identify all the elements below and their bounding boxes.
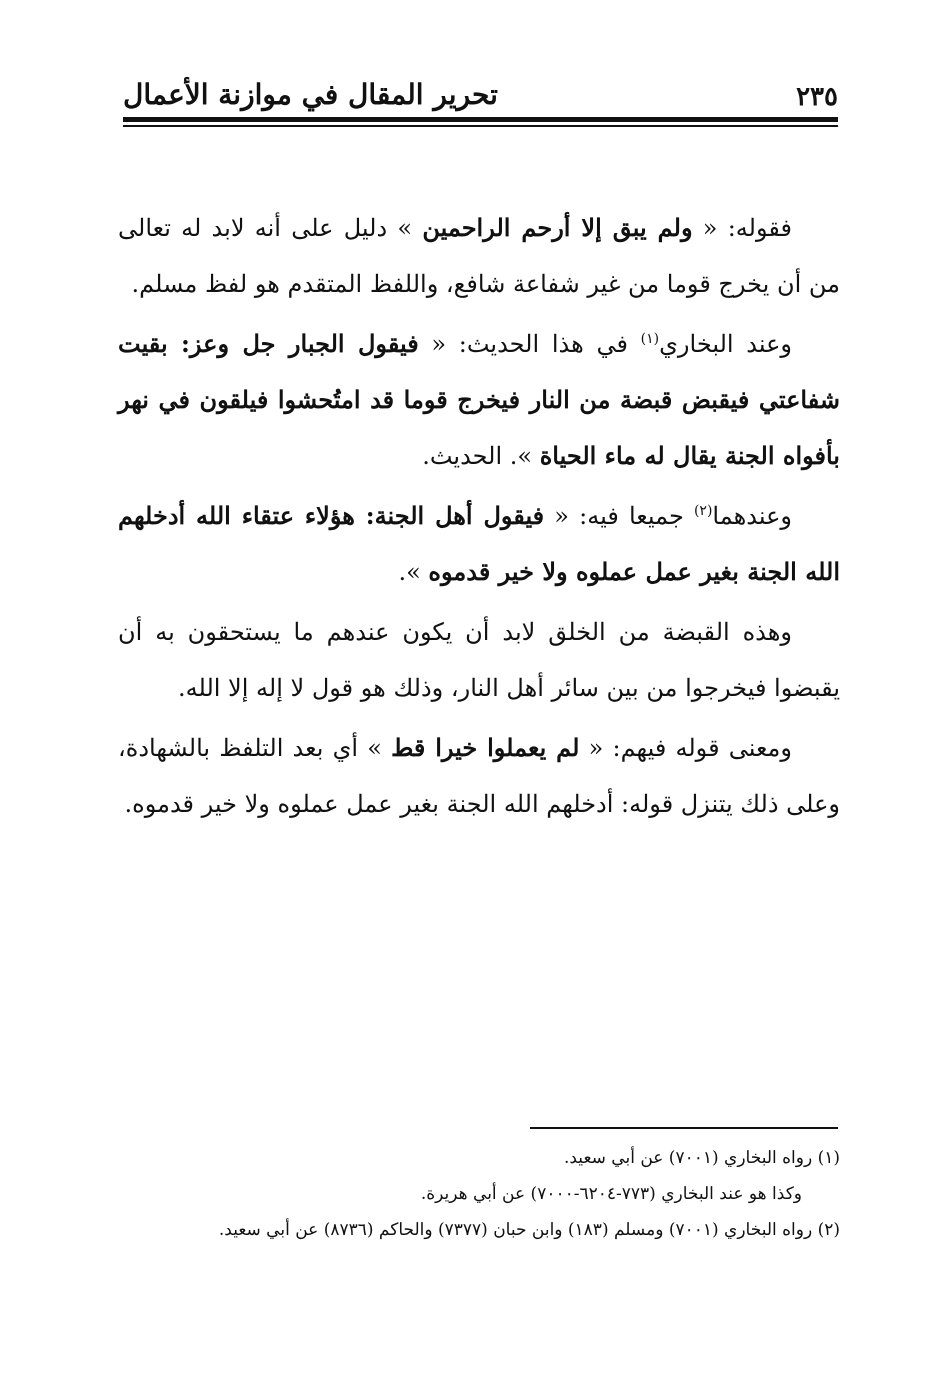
quote-bold: ولم يبق إلا أرحم الراحمين [422, 213, 693, 242]
paragraph-3: وعندهما$^{(٢)}$ جميعا فيه: « فيقول أهل الجنة: هؤلاء عتقاء الله أدخلهم الله الجنة بغير عمل عملوه ولا خير قدموه ». [118, 501, 840, 586]
running-title: تحرير المقال في موازنة الأعمال [123, 78, 498, 111]
main-text [118, 200, 840, 836]
paragraph-2: وعند البخاري$^{(١)}$ في هذا الحديث: « فيقول الجبار جل وعز: بقيت شفاعتي فيقبض قبضة من النار فيخرج قوما قد امتُحشوا فيلقون في نهر بأفواه الجنة يقال له ماء الحياة ». الحديث. [118, 329, 840, 470]
paragraph-5: ومعنى قوله فيهم: « لم يعملوا خيرا قط » أي بعد التلفظ بالشهادة، وعلى ذلك يتنزل قوله: أدخلهم الله الجنة بغير عمل عملوه ولا خير قدموه. [118, 733, 840, 818]
footnote-ref-1[interactable]: (١) [640, 331, 660, 347]
page-number: ٢٣٥ [796, 82, 838, 112]
paragraph-4: وهذه القبضة من الخلق لابد أن يكون عندهم ما يستحقون به أن يقبضوا فيخرجوا من بين سائر أهل النار، وذلك هو قول لا إله إلا الله. [118, 618, 840, 702]
footnote-ref-2[interactable]: (٢) [693, 503, 713, 519]
footnote-1-continuation: وكذا هو عند البخاري (٧٧٣-٦٢٠٤-٧٠٠٠) عن أبي هريرة. [420, 1184, 802, 1204]
quote-bold: فيقول الجبار جل وعز: بقيت شفاعتي فيقبض قبضة من النار فيخرج قوما قد امتُحشوا فيلقون في نهر بأفواه الجنة يقال له ماء الحياة [118, 329, 840, 470]
quote-bold: لم يعملوا خيرا قط [391, 733, 580, 762]
quote-bold: فيقول أهل الجنة: هؤلاء عتقاء الله أدخلهم الله الجنة بغير عمل عملوه ولا خير قدموه [118, 501, 840, 586]
footnote-2: (٢) رواه البخاري (٧٠٠١) ومسلم (١٨٣) وابن حبان (٧٣٧٧) والحاكم (٨٧٣٦) عن أبي سعيد. [218, 1220, 840, 1240]
page-header [123, 70, 838, 118]
header-rule-thick [123, 117, 838, 122]
footnote-1: (١) رواه البخاري (٧٠٠١) عن أبي سعيد. [563, 1148, 840, 1168]
footnote-separator [530, 1127, 838, 1129]
footnotes [118, 1140, 840, 1248]
paragraph-1: فقوله: « ولم يبق إلا أرحم الراحمين » دليل على أنه لابد له تعالى من أن يخرج قوما من غير شفاعة شافع، واللفظ المتقدم هو لفظ مسلم. [118, 213, 840, 298]
header-rule-thin [123, 125, 838, 127]
